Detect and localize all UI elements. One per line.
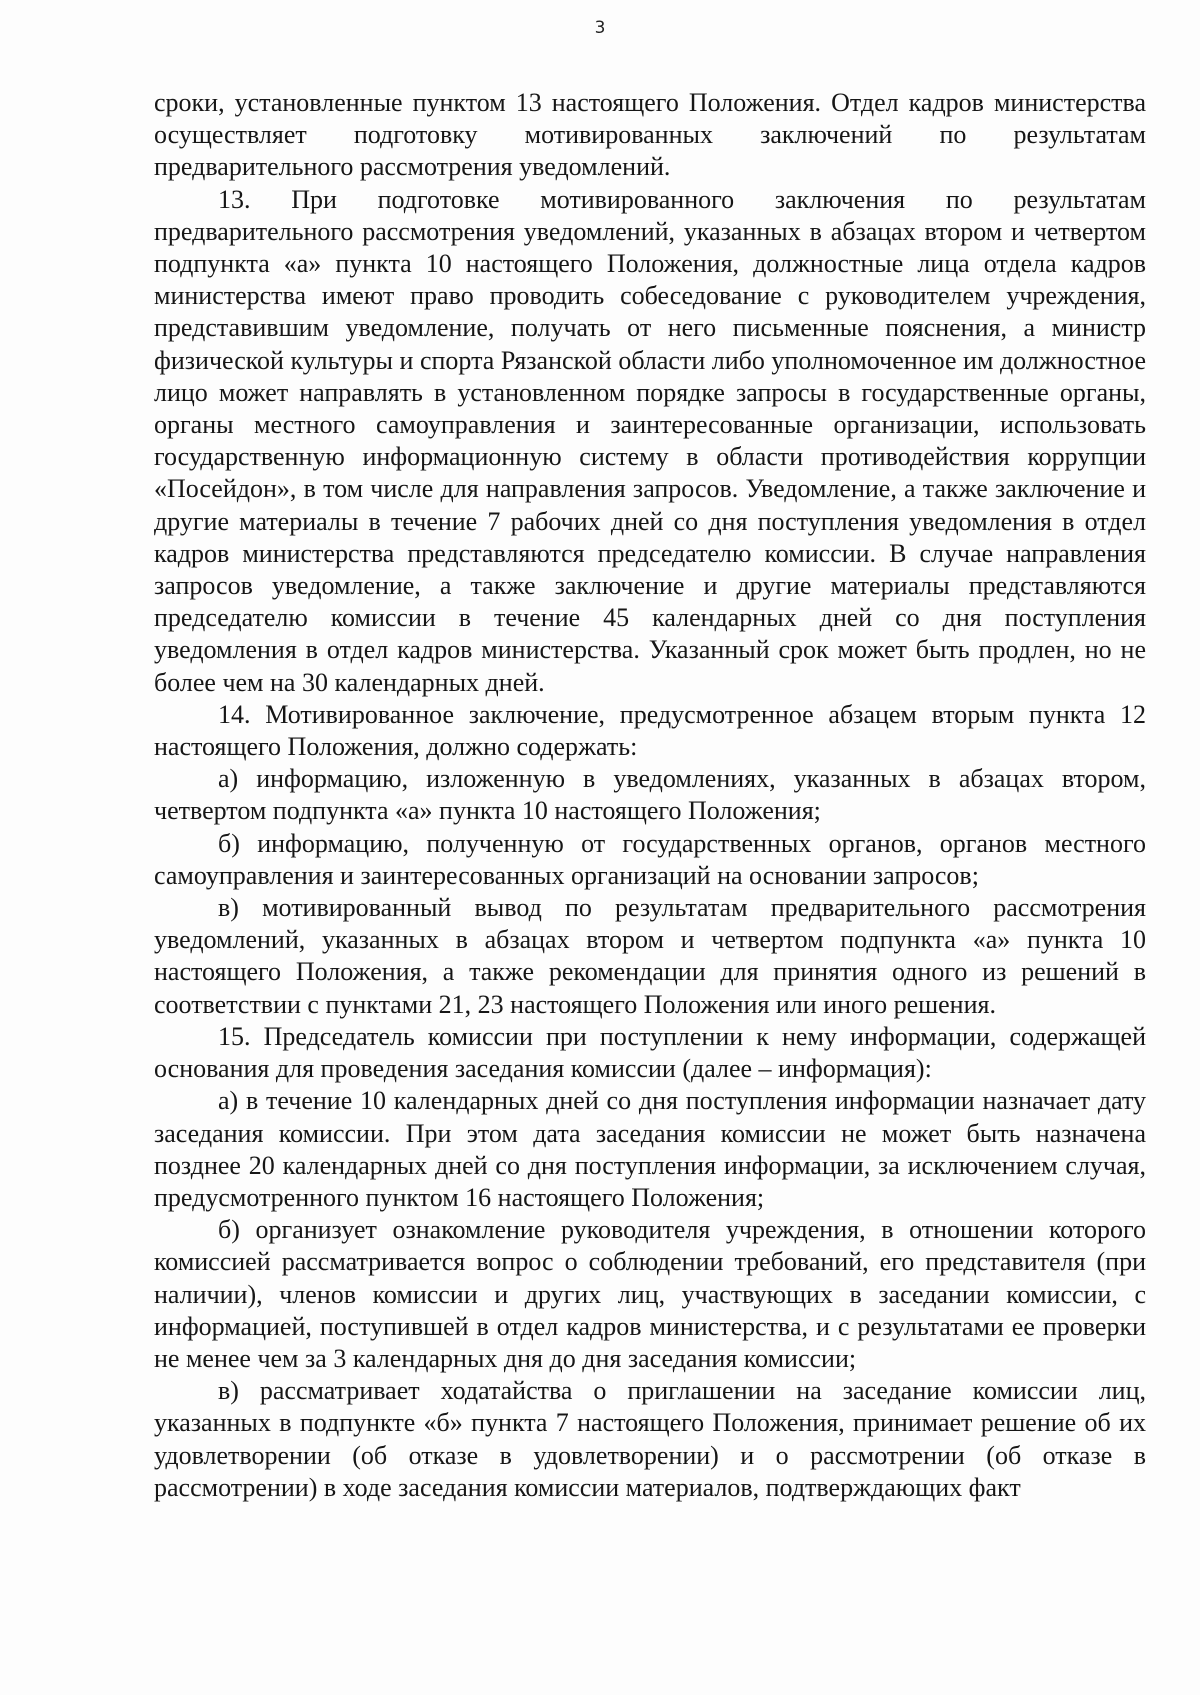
paragraph-item-15-v: в) рассматривает ходатайства о приглашении на заседание комиссии лиц, указанных в подпункте «б» пункта 7 настоящего Положения, принимает решение об их удовлетворении (об отказе в удовлетворении) и о рассмотрении (об отказе в рассмотрении) в ходе заседания комиссии материалов, подтверждающих факт: [154, 1376, 1146, 1502]
paragraph-item-14: 14. Мотивированное заключение, предусмотренное абзацем вторым пункта 12 настоящего Положения, должно содержать:: [154, 699, 1146, 762]
paragraph-continuation: сроки, установленные пунктом 13 настоящего Положения. Отдел кадров министерства осуществляет подготовку мотивированных заключений по результатам предварительного рассмотрения уведомлений.: [154, 88, 1146, 182]
paragraph-item-15-a: а) в течение 10 календарных дней со дня поступления информации назначает дату заседания комиссии. При этом дата заседания комиссии не может быть назначена позднее 20 календарных дней со дня поступления информации, за исключением случая, предусмотренного пунктом 16 настоящего Положения;: [154, 1086, 1146, 1212]
page-number: 3: [594, 18, 606, 38]
paragraph-item-14-a: а) информацию, изложенную в уведомлениях, указанных в абзацах втором, четвертом подпункта «а» пункта 10 настоящего Положения;: [154, 764, 1146, 826]
paragraph-item-14-b: б) информацию, полученную от государственных органов, органов местного самоуправления и заинтересованных организаций на основании запросов;: [154, 828, 1146, 890]
paragraph-item-15: 15. Председатель комиссии при поступлении к нему информации, содержащей основания для проведения заседания комиссии (далее – информация):: [154, 1021, 1146, 1084]
paragraph-item-14-v: в) мотивированный вывод по результатам предварительного рассмотрения уведомлений, указанных в абзацах втором и четвертом подпункта «а» пункта 10 настоящего Положения, а также рекомендации для принятия одного из решений в соответствии с пунктами 21, 23 настоящего Положения или иного решения.: [154, 893, 1146, 1019]
document-body: [154, 87, 1146, 1504]
paragraph-item-13: 13. При подготовке мотивированного заключения по результатам предварительного рассмотрения уведомлений, указанных в абзацах втором и четвертом подпункта «а» пункта 10 настоящего Положения, должностные лица отдела кадров министерства имеют право проводить собеседование с руководителем учреждения, представившим уведомление, получать от него письменные пояснения, а министр физической культуры и спорта Рязанской области либо уполномоченное им должностное лицо может направлять в установленном порядке запросы в государственные органы, органы местного самоуправления и заинтересованные организации, использовать государственную информационную систему в области противодействия коррупции «Посейдон», в том числе для направления запросов. Уведомление, а также заключение и другие материалы в течение 7 рабочих дней со дня поступления уведомления в отдел кадров министерства представляются председателю комиссии. В случае направления запросов уведомление, а также заключение и другие материалы представляются председателю комиссии в течение 45 календарных дней со дня поступления уведомления в отдел кадров министерства. Указанный срок может быть продлен, но не более чем на 30 календарных дней.: [154, 184, 1146, 697]
paragraph-item-15-b: б) организует ознакомление руководителя учреждения, в отношении которого комиссией рассматривается вопрос о соблюдении требований, его представителя (при наличии), членов комиссии и других лиц, участвующих в заседании комиссии, с информацией, поступившей в отдел кадров министерства, и с результатами ее проверки не менее чем за 3 календарных дня до дня заседания комиссии;: [154, 1215, 1146, 1373]
